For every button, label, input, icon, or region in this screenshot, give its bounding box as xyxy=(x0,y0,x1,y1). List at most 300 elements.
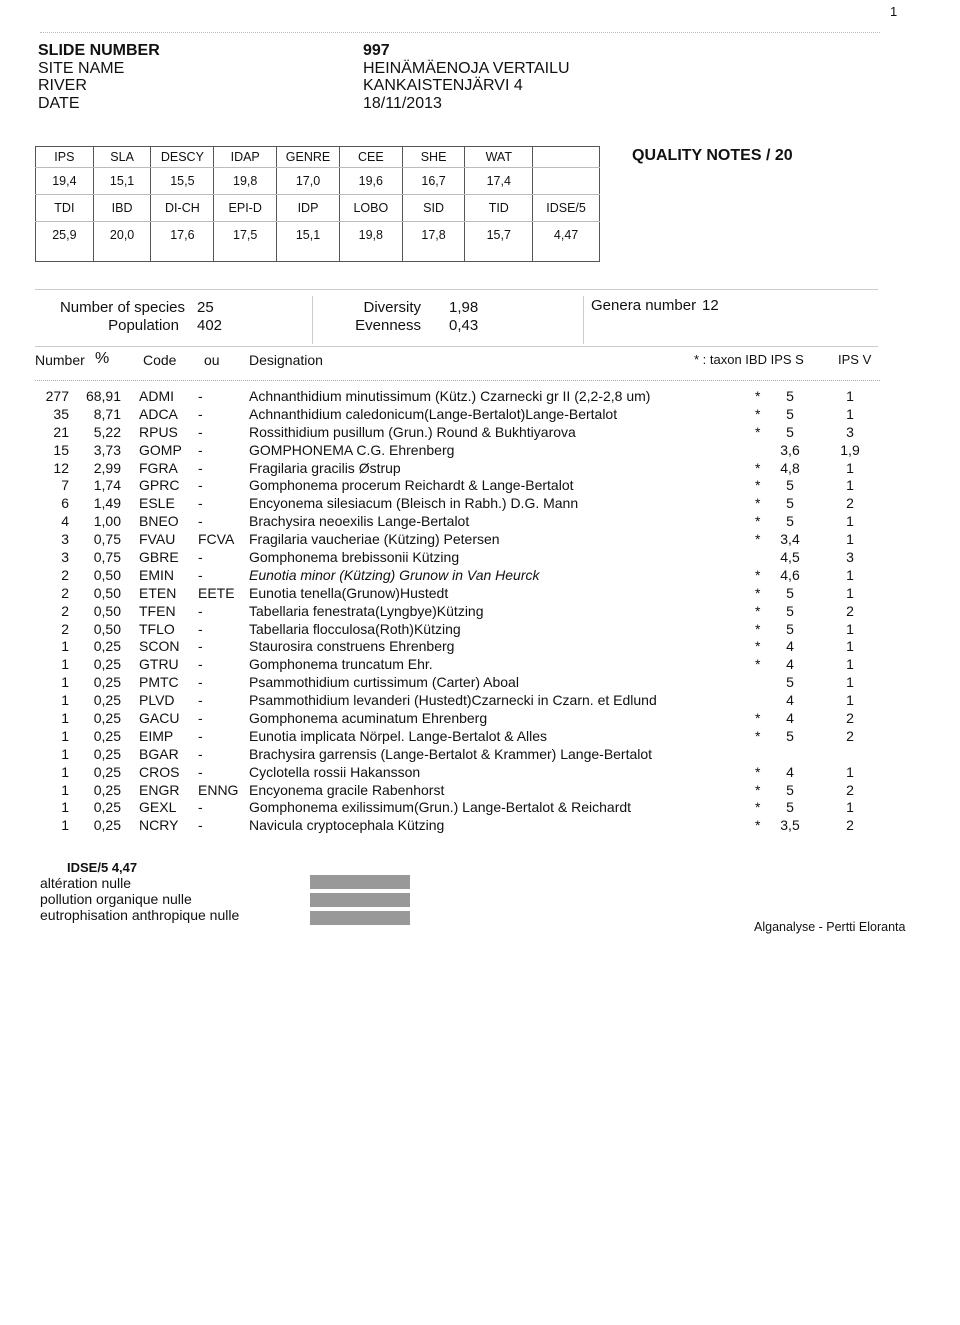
row-designation: Fragilaria vaucheriae (Kützing) Petersen xyxy=(249,531,500,548)
index-header: TDI xyxy=(36,195,94,222)
row-code: GTRU xyxy=(139,656,179,673)
index-value: 15,7 xyxy=(465,222,533,262)
row-designation: Rossithidium pusillum (Grun.) Round & Bukhtiyarova xyxy=(249,423,576,440)
idse-value: 4,47 xyxy=(111,860,138,875)
row-percent: 0,25 xyxy=(93,781,121,798)
row-percent: 1,74 xyxy=(93,477,121,494)
row-ibd-taxon-mark: * xyxy=(755,799,761,816)
index-header: IDP xyxy=(277,195,340,222)
row-ips-s: 5 xyxy=(786,513,794,530)
col-designation: Designation xyxy=(249,352,323,368)
row-designation: Encyonema silesiacum (Bleisch in Rabh.) D.G. Mann xyxy=(249,495,579,512)
row-ou: - xyxy=(198,674,203,691)
row-ips-s: 5 xyxy=(786,495,794,512)
indices2-value-row xyxy=(36,222,600,262)
row-percent: 3,73 xyxy=(93,441,121,458)
row-designation: Psammothidium curtissimum (Carter) Aboal xyxy=(249,674,519,691)
header-values xyxy=(363,42,570,112)
row-number: 1 xyxy=(61,692,69,709)
row-code: CROS xyxy=(139,763,180,780)
row-percent: 0,25 xyxy=(93,710,121,727)
table-row xyxy=(0,799,960,817)
species-value: 25 xyxy=(197,299,214,316)
row-number: 12 xyxy=(53,459,69,476)
header-labels xyxy=(38,42,160,112)
row-designation: Tabellaria fenestrata(Lyngbye)Kützing xyxy=(249,602,484,619)
index-header: WAT xyxy=(465,147,533,168)
genera-label: Genera number xyxy=(591,297,697,314)
index-value: 19,4 xyxy=(36,168,94,195)
index-header: IBD xyxy=(93,195,151,222)
signature: Alganalyse - Pertti Eloranta xyxy=(754,920,906,934)
row-ips-s: 4 xyxy=(786,710,794,727)
row-code: GACU xyxy=(139,710,180,727)
row-ips-s: 4,5 xyxy=(780,549,800,566)
index-header: SID xyxy=(402,195,465,222)
indices2-header-row xyxy=(36,195,600,222)
row-code: TFLO xyxy=(139,620,175,637)
table-row xyxy=(0,621,960,639)
row-ibd-taxon-mark: * xyxy=(755,763,761,780)
index-header: SHE xyxy=(402,147,465,168)
row-percent: 0,50 xyxy=(93,620,121,637)
row-ibd-taxon-mark: * xyxy=(755,423,761,440)
row-ou: - xyxy=(198,745,203,762)
row-ips-v: 2 xyxy=(846,710,854,727)
row-code: FGRA xyxy=(139,459,178,476)
row-ibd-taxon-mark: * xyxy=(755,566,761,583)
table-row xyxy=(0,513,960,531)
row-ou: - xyxy=(198,405,203,422)
col-taxon-ibd-ips: * : taxon IBD IPS S xyxy=(694,352,804,367)
index-value: 15,5 xyxy=(151,168,214,195)
top-divider xyxy=(40,32,880,33)
index-header: IDSE/5 xyxy=(533,195,600,222)
table-row xyxy=(0,549,960,567)
row-number: 2 xyxy=(61,566,69,583)
row-designation: Gomphonema truncatum Ehr. xyxy=(249,656,433,673)
row-designation: Staurosira construens Ehrenberg xyxy=(249,638,455,655)
row-ips-s: 4,8 xyxy=(780,459,800,476)
row-number: 2 xyxy=(61,620,69,637)
row-code: ETEN xyxy=(139,584,177,601)
index-value xyxy=(533,168,600,195)
row-number: 1 xyxy=(61,799,69,816)
row-ips-v: 2 xyxy=(846,727,854,744)
table-row xyxy=(0,674,960,692)
index-value: 17,8 xyxy=(402,222,465,262)
index-value: 17,5 xyxy=(214,222,277,262)
evenness-label: Evenness xyxy=(355,317,421,334)
quality-bar xyxy=(310,875,410,889)
row-designation: Brachysira garrensis (Lange-Bertalot & Krammer) Lange-Bertalot xyxy=(249,745,653,762)
row-code: ENGR xyxy=(139,781,180,798)
row-ips-s: 5 xyxy=(786,602,794,619)
table-row xyxy=(0,406,960,424)
index-header: LOBO xyxy=(339,195,402,222)
index-value: 16,7 xyxy=(402,168,465,195)
row-number: 1 xyxy=(61,656,69,673)
row-ips-s: 5 xyxy=(786,674,794,691)
row-ibd-taxon-mark: * xyxy=(755,495,761,512)
row-ips-v: 1 xyxy=(846,692,854,709)
row-ibd-taxon-mark: * xyxy=(755,459,761,476)
row-code: ADMI xyxy=(139,388,174,404)
row-designation: Encyonema gracile Rabenhorst xyxy=(249,781,445,798)
quality-notes-heading: QUALITY NOTES / 20 xyxy=(632,147,793,164)
row-ips-s: 4 xyxy=(786,656,794,673)
row-designation: Brachysira neoexilis Lange-Bertalot xyxy=(249,513,470,530)
row-ou: FCVA xyxy=(198,531,235,548)
row-ips-v: 1 xyxy=(846,388,854,404)
index-header: DESCY xyxy=(151,147,214,168)
row-ou: ENNG xyxy=(198,781,239,798)
index-value: 25,9 xyxy=(52,228,77,242)
row-designation: Psammothidium levanderi (Hustedt)Czarnecki in Czarn. et Edlund xyxy=(249,692,657,709)
row-number: 1 xyxy=(61,727,69,744)
index-header: TID xyxy=(465,195,533,222)
row-number: 1 xyxy=(61,674,69,691)
row-ibd-taxon-mark: * xyxy=(755,656,761,673)
row-ou: - xyxy=(198,477,203,494)
row-number: 277 xyxy=(45,388,69,404)
index-value: 4,47 xyxy=(533,222,600,262)
table-row xyxy=(0,442,960,460)
row-designation: Achnanthidium minutissimum (Kütz.) Czarnecki gr II (2,2-2,8 um) xyxy=(249,388,651,404)
row-code: RPUS xyxy=(139,423,178,440)
row-percent: 5,22 xyxy=(93,423,121,440)
row-ou: - xyxy=(198,441,203,458)
index-header: SLA xyxy=(93,147,151,168)
row-ips-v: 1 xyxy=(846,656,854,673)
row-designation: Achnanthidium caledonicum(Lange-Bertalot)Lange-Bertalot xyxy=(249,405,618,422)
row-code: TFEN xyxy=(139,602,176,619)
row-designation: Gomphonema brebissonii Kützing xyxy=(249,549,460,566)
row-percent: 1,49 xyxy=(93,495,121,512)
row-designation: Gomphonema exilissimum(Grun.) Lange-Bertalot & Reichardt xyxy=(249,799,632,816)
row-number: 2 xyxy=(61,602,69,619)
row-ibd-taxon-mark: * xyxy=(755,405,761,422)
row-ips-v: 1 xyxy=(846,405,854,422)
row-number: 3 xyxy=(61,549,69,566)
row-ou: - xyxy=(198,423,203,440)
row-percent: 0,25 xyxy=(93,656,121,673)
row-ibd-taxon-mark: * xyxy=(755,602,761,619)
table-row xyxy=(0,477,960,495)
row-ips-s: 5 xyxy=(786,477,794,494)
row-number: 15 xyxy=(53,441,69,458)
row-ou: - xyxy=(198,513,203,530)
row-number: 1 xyxy=(61,781,69,798)
row-ou: - xyxy=(198,549,203,566)
row-ips-v: 1 xyxy=(846,584,854,601)
row-ips-v: 3 xyxy=(846,423,854,440)
table-row xyxy=(0,388,960,406)
index-header: EPI-D xyxy=(214,195,277,222)
row-ou: - xyxy=(198,656,203,673)
site-name-value: HEINÄMÄENOJA VERTAILU xyxy=(363,59,570,77)
row-percent: 0,50 xyxy=(93,566,121,583)
row-ips-v: 2 xyxy=(846,495,854,512)
row-number: 1 xyxy=(61,817,69,834)
header-divider xyxy=(35,380,880,381)
slide-number-value: 997 xyxy=(363,42,390,59)
row-number: 3 xyxy=(61,531,69,548)
indices1-header-row xyxy=(36,147,600,168)
table-row xyxy=(0,603,960,621)
row-ips-s: 4 xyxy=(786,692,794,709)
table-row xyxy=(0,692,960,710)
row-ou: - xyxy=(198,692,203,709)
index-value: 17,6 xyxy=(151,222,214,262)
table-row xyxy=(0,746,960,764)
row-ips-s: 5 xyxy=(786,781,794,798)
row-code: FVAU xyxy=(139,531,176,548)
quality-bar xyxy=(310,911,410,925)
summary-divider xyxy=(583,296,584,344)
row-ips-v: 2 xyxy=(846,817,854,834)
table-row xyxy=(0,424,960,442)
index-header: DI-CH xyxy=(151,195,214,222)
row-ips-v: 1 xyxy=(846,799,854,816)
row-number: 6 xyxy=(61,495,69,512)
row-designation: Navicula cryptocephala Kützing xyxy=(249,817,445,834)
row-code: ESLE xyxy=(139,495,175,512)
row-ips-v: 3 xyxy=(846,549,854,566)
row-code: BGAR xyxy=(139,745,179,762)
row-ips-s: 5 xyxy=(786,405,794,422)
river-label: RIVER xyxy=(38,77,87,94)
row-ips-s: 5 xyxy=(786,388,794,404)
row-number: 7 xyxy=(61,477,69,494)
row-percent: 68,91 xyxy=(85,388,121,404)
table-row xyxy=(0,495,960,513)
row-designation: Gomphonema procerum Reichardt & Lange-Bertalot xyxy=(249,477,574,494)
row-code: PLVD xyxy=(139,692,175,709)
row-designation: GOMPHONEMA C.G. Ehrenberg xyxy=(249,441,455,458)
row-percent: 0,75 xyxy=(93,531,121,548)
row-ibd-taxon-mark: * xyxy=(755,817,761,834)
row-percent: 0,50 xyxy=(93,602,121,619)
row-ips-v: 1 xyxy=(846,513,854,530)
row-ou: - xyxy=(198,459,203,476)
note-organic-pollution: pollution organique nulle xyxy=(40,891,192,907)
row-ou: - xyxy=(198,495,203,512)
index-header: IDAP xyxy=(214,147,277,168)
row-percent: 0,25 xyxy=(93,745,121,762)
river-value: KANKAISTENJÄRVI 4 xyxy=(363,77,523,94)
index-header: CEE xyxy=(339,147,402,168)
row-code: NCRY xyxy=(139,817,179,834)
slide-number-label: SLIDE NUMBER xyxy=(38,42,160,59)
row-percent: 0,25 xyxy=(93,638,121,655)
row-code: GOMP xyxy=(139,441,182,458)
row-ips-s: 5 xyxy=(786,423,794,440)
row-percent: 8,71 xyxy=(93,405,121,422)
row-ips-v: 1,9 xyxy=(840,441,860,458)
row-designation: Gomphonema acuminatum Ehrenberg xyxy=(249,710,488,727)
row-number: 1 xyxy=(61,710,69,727)
row-ips-s: 5 xyxy=(786,584,794,601)
row-code: GPRC xyxy=(139,477,180,494)
row-ou: - xyxy=(198,710,203,727)
table-row xyxy=(0,460,960,478)
row-ou: - xyxy=(198,620,203,637)
row-number: 4 xyxy=(61,513,69,530)
table-row xyxy=(0,585,960,603)
row-ibd-taxon-mark: * xyxy=(755,727,761,744)
col-ou: ou xyxy=(204,352,220,368)
row-designation: Cyclotella rossii Hakansson xyxy=(249,763,421,780)
index-header: GENRE xyxy=(277,147,340,168)
row-ibd-taxon-mark: * xyxy=(755,638,761,655)
row-percent: 0,75 xyxy=(93,549,121,566)
column-headers xyxy=(35,352,880,374)
table-row xyxy=(0,531,960,549)
row-designation: Eunotia minor (Kützing) Grunow in Van Heurck xyxy=(249,566,540,583)
species-list xyxy=(0,388,960,835)
index-value: 19,8 xyxy=(214,168,277,195)
row-ibd-taxon-mark: * xyxy=(755,477,761,494)
index-value: 17,4 xyxy=(465,168,533,195)
index-value: 15,1 xyxy=(277,222,340,262)
row-code: EIMP xyxy=(139,727,174,744)
row-ou: - xyxy=(198,638,203,655)
row-ips-v: 1 xyxy=(846,566,854,583)
idse-label: IDSE/5 xyxy=(67,860,109,875)
row-percent: 0,50 xyxy=(93,584,121,601)
row-code: BNEO xyxy=(139,513,179,530)
row-code: PMTC xyxy=(139,674,179,691)
row-ou: - xyxy=(198,388,203,404)
row-ips-v: 1 xyxy=(846,531,854,548)
index-value: 19,8 xyxy=(339,222,402,262)
row-ou: EETE xyxy=(198,584,235,601)
row-code: EMIN xyxy=(139,566,174,583)
row-ips-s: 4 xyxy=(786,763,794,780)
row-ips-v: 1 xyxy=(846,674,854,691)
row-ips-v: 1 xyxy=(846,763,854,780)
row-ips-s: 3,4 xyxy=(780,531,800,548)
idse-summary xyxy=(67,860,137,875)
row-number: 2 xyxy=(61,584,69,601)
summary-box xyxy=(35,289,878,347)
row-ibd-taxon-mark: * xyxy=(755,388,761,404)
row-ips-v: 1 xyxy=(846,620,854,637)
row-ou: - xyxy=(198,727,203,744)
diversity-value: 1,98 xyxy=(449,299,479,316)
row-ou: - xyxy=(198,763,203,780)
col-percent: % xyxy=(95,350,110,367)
date-value: 18/11/2013 xyxy=(363,94,442,112)
col-ips-v: IPS V xyxy=(838,352,872,367)
page-number: 1 xyxy=(890,4,898,19)
row-number: 1 xyxy=(61,763,69,780)
species-label: Number of species xyxy=(59,299,185,316)
row-percent: 0,25 xyxy=(93,763,121,780)
col-code: Code xyxy=(143,352,177,368)
index-value: 20,0 xyxy=(93,222,151,262)
table-row xyxy=(0,764,960,782)
table-row xyxy=(0,782,960,800)
row-number: 21 xyxy=(53,423,69,440)
row-ibd-taxon-mark: * xyxy=(755,710,761,727)
row-ips-s: 5 xyxy=(786,620,794,637)
index-value: 17,0 xyxy=(277,168,340,195)
row-ips-v: 2 xyxy=(846,781,854,798)
indices-table xyxy=(35,146,600,262)
index-value: 15,1 xyxy=(93,168,151,195)
footer-notes xyxy=(40,875,239,923)
table-row xyxy=(0,817,960,835)
table-row xyxy=(0,638,960,656)
row-code: GEXL xyxy=(139,799,177,816)
row-number: 1 xyxy=(61,638,69,655)
index-header xyxy=(533,147,600,168)
table-row xyxy=(0,567,960,585)
row-percent: 0,25 xyxy=(93,692,121,709)
col-number: Number xyxy=(35,352,85,368)
row-ips-s: 3,6 xyxy=(780,441,800,458)
row-percent: 0,25 xyxy=(93,727,121,744)
row-ibd-taxon-mark: * xyxy=(755,781,761,798)
row-designation: Eunotia implicata Nörpel. Lange-Bertalot & Alles xyxy=(249,727,548,744)
site-name-label: SITE NAME xyxy=(38,59,125,77)
table-row xyxy=(0,710,960,728)
date-label: DATE xyxy=(38,94,80,112)
row-ibd-taxon-mark: * xyxy=(755,531,761,548)
row-code: SCON xyxy=(139,638,180,655)
row-code: GBRE xyxy=(139,549,179,566)
row-percent: 0,25 xyxy=(93,817,121,834)
row-number: 1 xyxy=(61,745,69,762)
table-row xyxy=(0,728,960,746)
row-number: 35 xyxy=(53,405,69,422)
index-value: 19,6 xyxy=(339,168,402,195)
row-ips-v: 2 xyxy=(846,602,854,619)
row-percent: 0,25 xyxy=(93,674,121,691)
evenness-value: 0,43 xyxy=(449,317,479,334)
row-ips-v: 1 xyxy=(846,459,854,476)
row-percent: 2,99 xyxy=(93,459,121,476)
row-code: ADCA xyxy=(139,405,178,422)
row-ips-s: 3,5 xyxy=(780,817,800,834)
row-ibd-taxon-mark: * xyxy=(755,584,761,601)
genera-value: 12 xyxy=(702,297,719,314)
row-ibd-taxon-mark: * xyxy=(755,513,761,530)
population-value: 402 xyxy=(197,317,223,334)
row-ips-s: 4,6 xyxy=(780,566,800,583)
quality-bar xyxy=(310,893,410,907)
row-ou: - xyxy=(198,566,203,583)
row-percent: 1,00 xyxy=(93,513,121,530)
index-header: IPS xyxy=(36,147,94,168)
diversity-label: Diversity xyxy=(363,299,421,316)
table-row xyxy=(0,656,960,674)
note-eutrophication: eutrophisation anthropique nulle xyxy=(40,907,240,923)
row-ips-v: 1 xyxy=(846,638,854,655)
row-designation: Fragilaria gracilis Østrup xyxy=(249,459,401,476)
row-ou: - xyxy=(198,799,203,816)
row-percent: 0,25 xyxy=(93,799,121,816)
row-ips-v: 1 xyxy=(846,477,854,494)
summary-divider xyxy=(312,296,313,344)
row-designation: Eunotia tenella(Grunow)Hustedt xyxy=(249,584,449,601)
row-ips-s: 5 xyxy=(786,727,794,744)
row-ips-s: 4 xyxy=(786,638,794,655)
note-alteration: altération nulle xyxy=(40,875,132,891)
row-ips-s: 5 xyxy=(786,799,794,816)
